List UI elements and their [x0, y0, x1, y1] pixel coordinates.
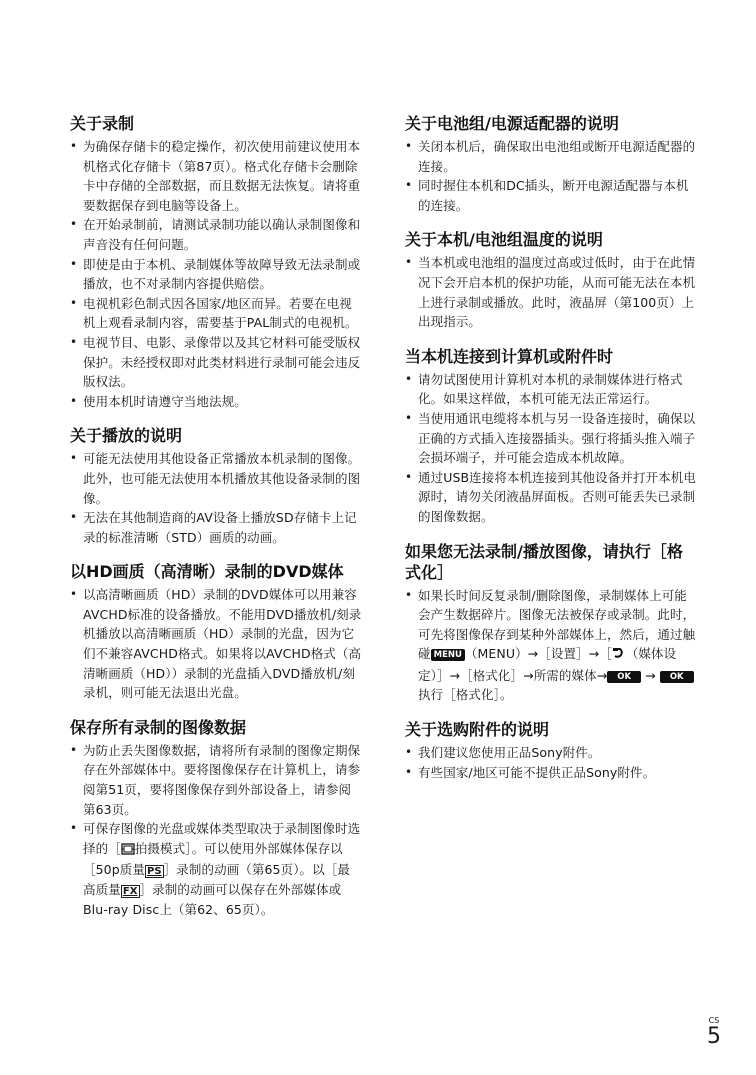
bullet-list	[70, 449, 362, 547]
list-item: • 以高清晰画质（HD）录制的DVD媒体可以用兼容AVCHD标准的设备播放。不能用DVD播放机/刻录机播放以高清晰画质（HD）录制的光盘，因为它们不兼容AVCHD格式。如果将以AVCHD格式（高清晰画质（HD））录制的光盘插入DVD播放机/刻录机，则可能无法退出光盘。	[70, 585, 362, 703]
list-item: • 关闭本机后，确保取出电池组或断开电源适配器的连接。	[405, 137, 697, 176]
text-run: ］录制的动画（第65页）。以［最高质量	[83, 862, 350, 897]
section-recording	[70, 113, 362, 411]
ok-badge: OK	[607, 671, 641, 683]
list-item: • 无法在其他制造商的AV设备上播放SD存储卡上记录的标准清晰（STD）画质的动画。	[70, 508, 362, 547]
section-playback	[70, 425, 362, 547]
section-title: 如果您无法录制/播放图像，请执行［格式化］	[405, 541, 683, 582]
list-item: • 使用本机时请遵守当地法规。	[70, 392, 362, 412]
bullet-list	[70, 741, 362, 919]
bullet-list	[70, 585, 362, 703]
list-item	[405, 586, 697, 706]
ok-badge: OK	[660, 671, 694, 683]
list-item: • 可能无法使用其他设备正常播放本机录制的图像。此外，也可能无法使用本机播放其他设备录制的图像。	[70, 449, 362, 508]
bullet-list	[405, 253, 697, 331]
section-save-data	[70, 717, 362, 919]
left-column	[70, 113, 362, 933]
section-temperature	[405, 229, 697, 331]
text-run: ］录制的动画可以保存在外部媒体或Blu-ray Disc上（第62、65页）。	[83, 882, 342, 917]
text-run: 执行［格式化］。	[418, 687, 513, 703]
section-title: 当本机连接到计算机或附件时	[405, 346, 614, 366]
bullet-list	[405, 743, 697, 782]
bullet-list	[405, 586, 697, 706]
list-item: • 有些国家/地区可能不提供正品Sony附件。	[405, 763, 697, 783]
section-battery-adapter	[405, 113, 697, 215]
section-title: 以HD画质（高清晰）录制的DVD媒体	[70, 562, 344, 582]
page-number	[704, 1016, 724, 1049]
section-title: 关于录制	[70, 114, 135, 133]
bullet-list	[405, 137, 697, 215]
list-item: • 为确保存储卡的稳定操作，初次使用前建议使用本机格式化存储卡（第87页）。格式化存储卡会删除卡中存储的全部数据，而且数据无法恢复。请将重要数据保存到电脑等设备上。	[70, 137, 362, 215]
text-run: （MENU）→［设置］→［	[464, 646, 612, 662]
list-item: • 同时握住本机和DC插头，断开电源适配器与本机的连接。	[405, 176, 697, 215]
page-number-value: 5	[707, 1024, 721, 1049]
section-title: 关于播放的说明	[70, 426, 183, 446]
list-item: • 请勿试图使用计算机对本机的录制媒体进行格式化。如果这样做，本机可能无法正常运行。	[405, 370, 697, 409]
text-run: （媒体设定）］→［格式化］→所需的媒体→	[418, 646, 677, 683]
list-item: • 当本机或电池组的温度过高或过低时，由于在此情况下会开启本机的保护功能，从而可能无法在本机上进行录制或播放。此时，液晶屏（第100页）上出现指示。	[405, 253, 697, 331]
list-item: • 电视节目、电影、录像带以及其它材料可能受版权保护。未经授权即对此类材料进行录制可能会违反版权法。	[70, 333, 362, 392]
list-item: • 在开始录制前，请测试录制功能以确认录制图像和声音没有任何问题。	[70, 215, 362, 254]
list-item: • 通过USB连接将本机连接到其他设备并打开本机电源时，请勿关闭液晶屏面板。否则可能丢失已录制的图像数据。	[405, 468, 697, 527]
list-item: • 即使是由于本机、录制媒体等故障导致无法录制或播放，也不对录制内容提供赔偿。	[70, 255, 362, 294]
section-accessories	[405, 719, 697, 782]
film-strip-icon	[121, 841, 135, 861]
section-title: 关于选购附件的说明	[405, 720, 550, 740]
arrow-glyph: →	[645, 667, 656, 683]
text-run: 如果长时间反复录制/删除图像，录制媒体上可能会产生数据碎片。图像无法被保存或录制。此时，可先将图像保存到某种外部媒体上，然后，通过触碰	[418, 587, 696, 662]
text-run: 拍摄模式］。可以使用外部媒体保存以［50p质量	[83, 840, 343, 878]
language-code: CS	[708, 1016, 720, 1025]
bullet-list	[405, 370, 697, 527]
section-title: 关于本机/电池组温度的说明	[405, 230, 603, 250]
list-item: • 当使用通讯电缆将本机与另一设备连接时，确保以正确的方式插入连接器插头。强行将插头推入端子会损坏端子，并可能会造成本机故障。	[405, 409, 697, 468]
list-item	[70, 819, 362, 919]
menu-badge: MENU	[431, 649, 465, 661]
fx-quality-badge: FX	[122, 886, 138, 897]
section-title: 关于电池组/电源适配器的说明	[405, 114, 619, 133]
media-settings-icon	[612, 646, 626, 666]
list-item: • 电视机彩色制式因各国家/地区而异。若要在电视机上观看录制内容，需要基于PAL制式的电视机。	[70, 294, 362, 333]
section-computer-connection	[405, 346, 697, 527]
text-run: 可保存图像的光盘或媒体类型取决于录制图像时选择的［	[83, 821, 361, 856]
section-title: 保存所有录制的图像数据	[70, 717, 247, 737]
ps-quality-badge: PS	[146, 866, 162, 878]
section-format	[405, 541, 697, 706]
bullet-list	[70, 137, 362, 411]
list-item: • 为防止丢失图像数据，请将所有录制的图像定期保存在外部媒体中。要将图像保存在计算机上，请参阅第51页，要将图像保存到外部设备上，请参阅第63页。	[70, 741, 362, 819]
list-item: • 我们建议您使用正品Sony附件。	[405, 743, 697, 763]
section-hd-dvd	[70, 561, 362, 703]
right-column	[405, 113, 697, 796]
